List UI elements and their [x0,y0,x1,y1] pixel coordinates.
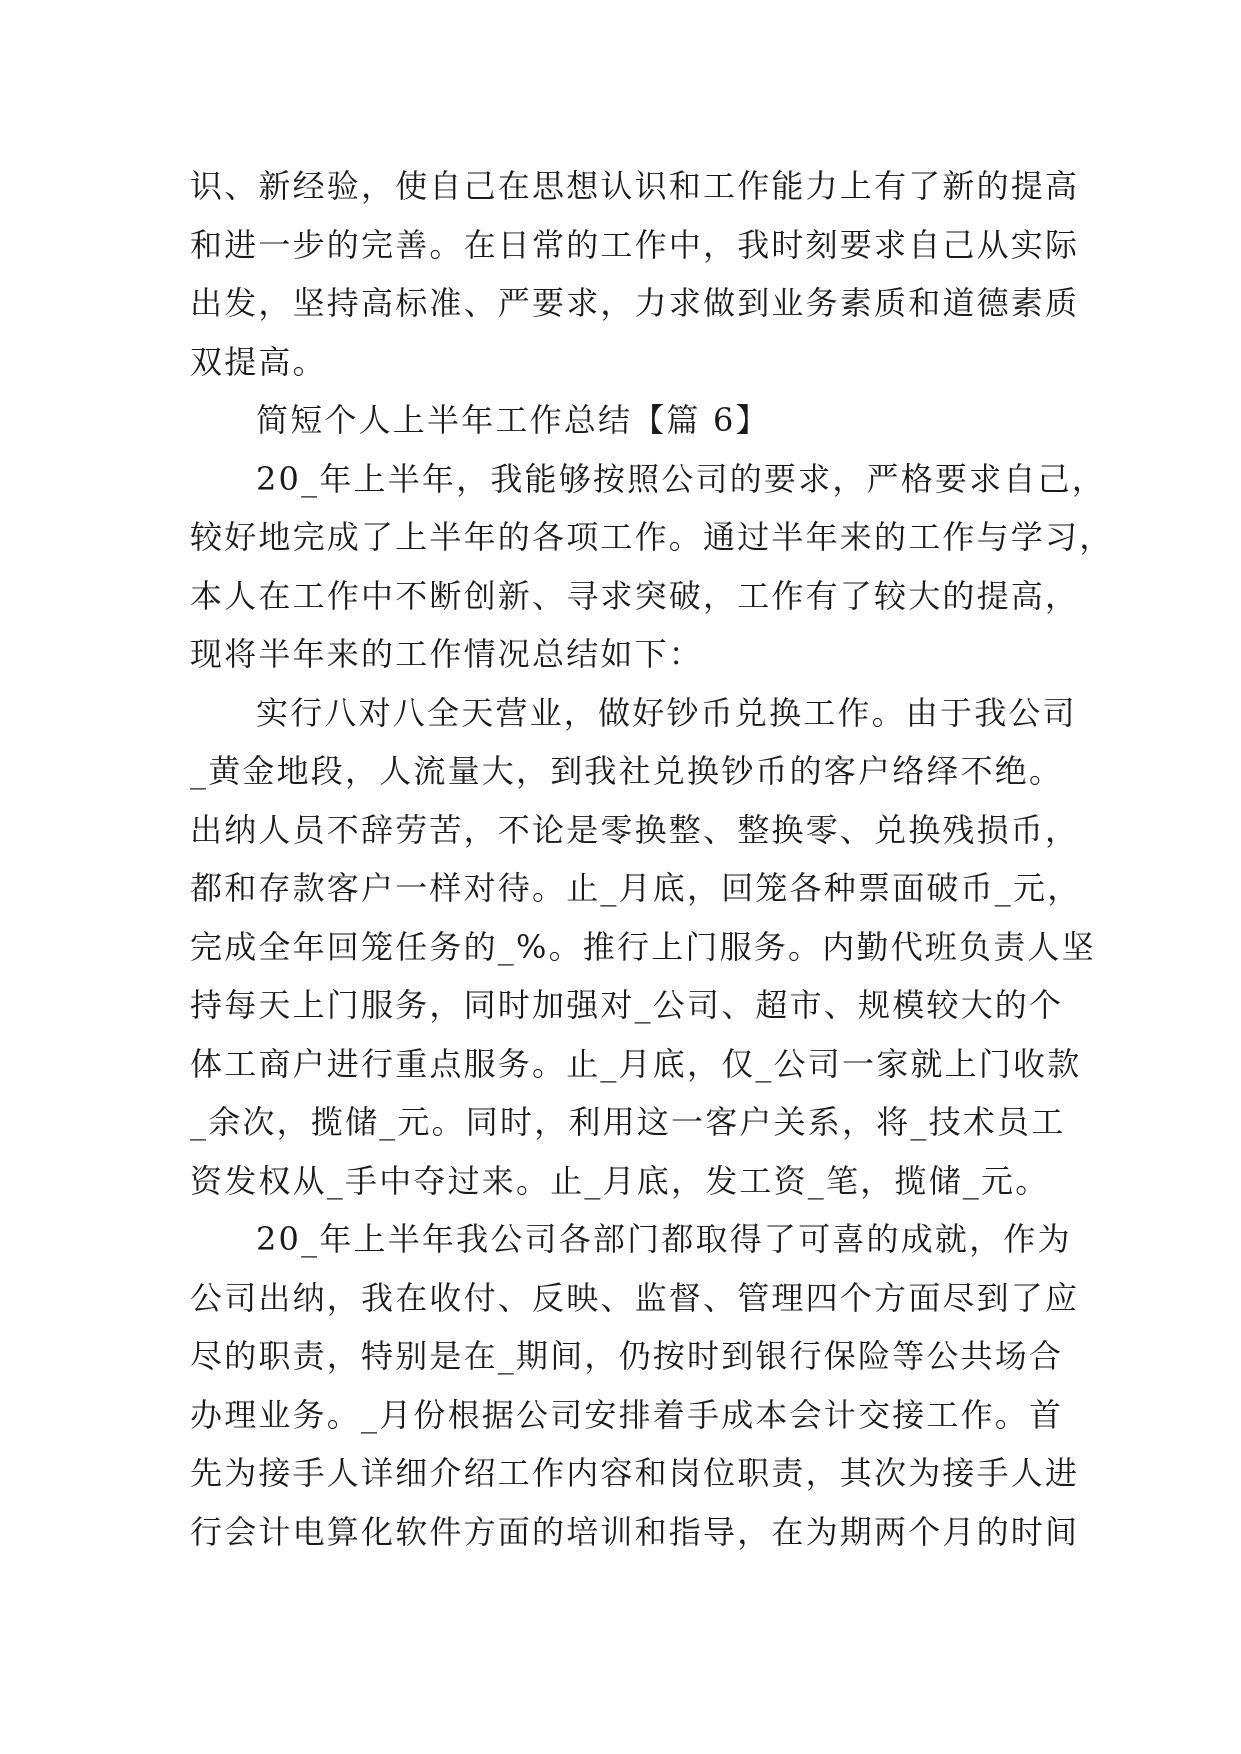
text-line: 20_年上半年我公司各部门都取得了可喜的成就，作为 [256,1220,1072,1258]
text-line: 行会计电算化软件方面的培训和指导，在为期两个月的时间 [190,1512,1080,1551]
text-line: 实行八对八全天营业，做好钞币兑换工作。由于我公司 [256,693,1077,732]
text-line: 持每天上门服务，同时加强对_公司、超市、规模较大的个 [190,986,1064,1024]
text-line: _黄金地段，人流量大，到我社兑换钞币的客户络绎不绝。 [190,752,1064,790]
text-line: 先为接手人详细介绍工作内容和岗位职责，其次为接手人进 [190,1454,1080,1492]
text-line: 本人在工作中不断创新、寻求突破，工作有了较大的提高， [190,576,1080,615]
text-line: 出纳人员不辞劳苦，不论是零换整、整换零、兑换残损币， [190,810,1080,849]
text-line: 资发权从_手中夺过来。止_月底，发工资_笔，揽储_元。 [190,1161,1050,1200]
text-line: 尽的职责，特别是在_期间，仍按时到银行保险等公共场合 [190,1337,1064,1375]
text-line: 识、新经验，使自己在思想认识和工作能力上有了新的提高 [190,167,1080,205]
text-line: 都和存款客户一样对待。止_月底，回笼各种票面破币_元， [190,869,1082,907]
text-line: 体工商户进行重点服务。止_月底，仅_公司一家就上门收款 [190,1044,1082,1083]
text-line: 和进一步的完善。在日常的工作中，我时刻要求自己从实际 [190,225,1080,264]
document-body [190,157,1114,1561]
text-line: 公司出纳，我在收付、反映、监督、管理四个方面尽到了应 [190,1278,1080,1317]
text-line: 办理业务。_月份根据公司安排着手成本会计交接工作。首 [190,1395,1064,1434]
text-line: 出发，坚持高标准、严要求，力求做到业务素质和道德素质 [190,284,1080,322]
text-line: 双提高。 [190,342,327,381]
text-line: 20_年上半年，我能够按照公司的要求，严格要求自己， [256,459,1106,498]
text-line: 较好地完成了上半年的各项工作。通过半年来的工作与学习， [190,518,1114,556]
section-heading: 简短个人上半年工作总结【篇 6】 [256,401,770,439]
text-line: 现将半年来的工作情况总结如下： [190,635,704,673]
text-line: _余次，揽储_元。同时，利用这一客户关系，将_技术员工 [190,1103,1066,1141]
text-line: 完成全年回笼任务的_%。推行上门服务。内勤代班负责人坚 [190,927,1096,966]
